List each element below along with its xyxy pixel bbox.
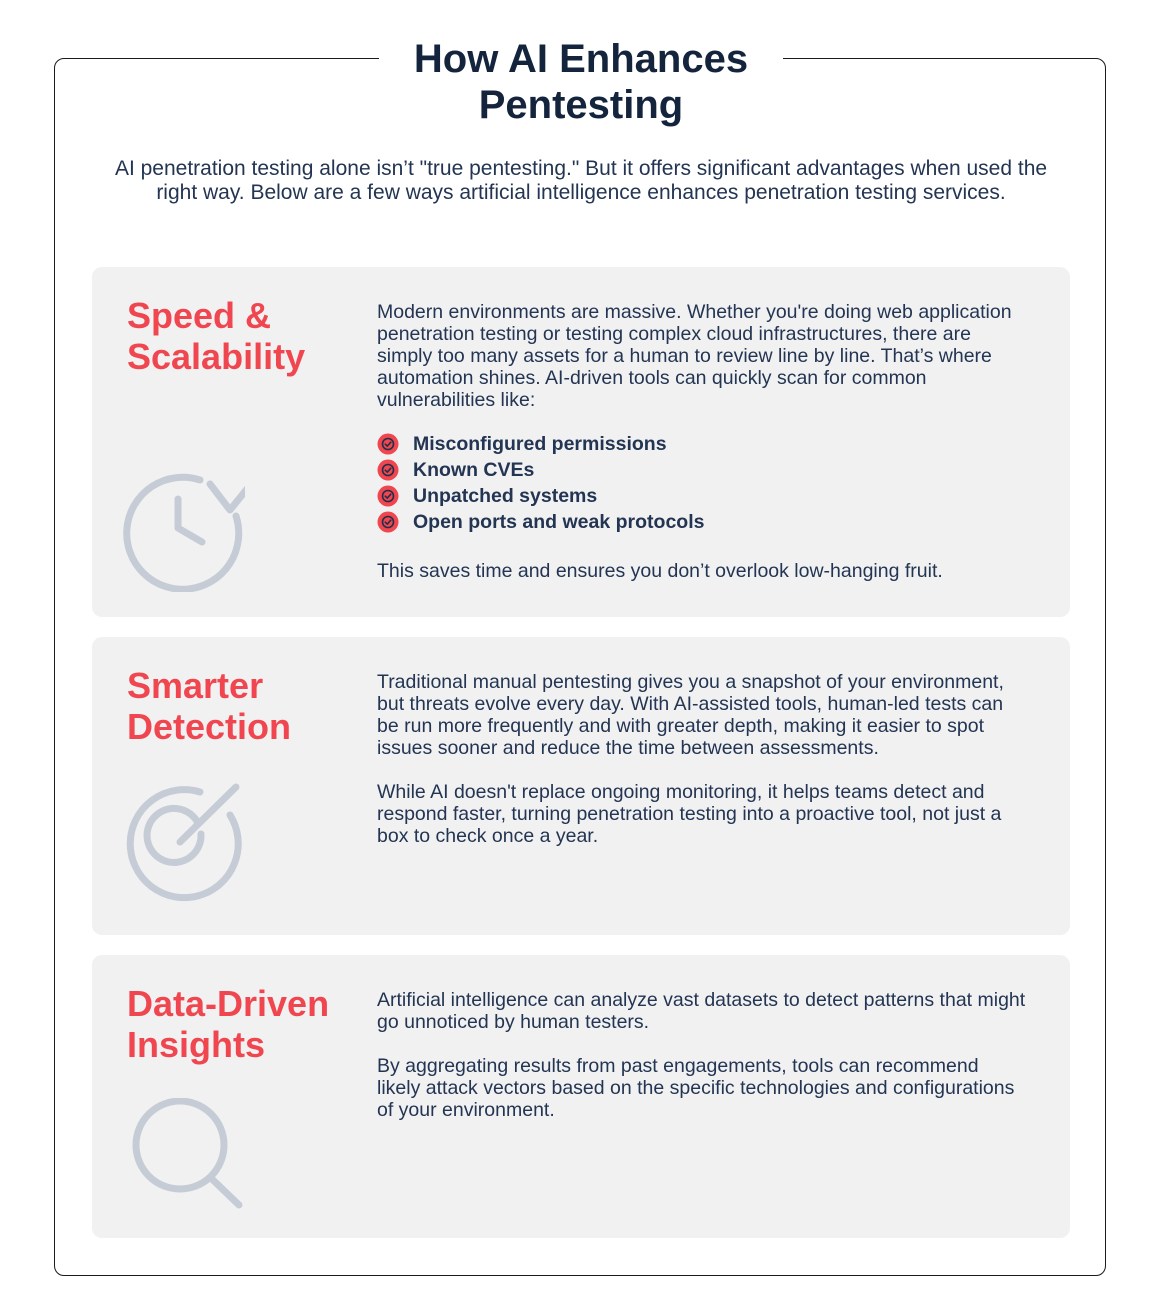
page-title: How AI Enhances Pentesting xyxy=(379,36,783,128)
vulnerability-checklist xyxy=(377,431,1027,535)
target-icon xyxy=(120,782,245,907)
checklist-item xyxy=(377,483,1027,509)
clock-refresh-icon xyxy=(120,467,245,592)
card-data-driven-insights xyxy=(92,955,1070,1238)
checklist-item-label: Open ports and weak protocols xyxy=(413,511,705,533)
checklist-item-label: Misconfigured permissions xyxy=(413,433,667,455)
intro-text: AI penetration testing alone isn’t "true pentesting." But it offers significant advantages when used the right way. Below are a few ways artificial intelligence enhances penetration testing services. xyxy=(114,157,1048,204)
checklist-item xyxy=(377,509,1027,535)
card-body xyxy=(377,301,1027,582)
check-badge-icon xyxy=(377,459,399,481)
card-heading: Smarter Detection xyxy=(127,665,292,747)
card-paragraph: Artificial intelligence can analyze vast datasets to detect patterns that might go unnoticed by human testers. xyxy=(377,989,1026,1033)
card-speed-scalability xyxy=(92,267,1070,617)
card-heading: Speed & Scalability xyxy=(127,295,306,377)
checklist-item xyxy=(377,457,1027,483)
card-paragraph: By aggregating results from past engagements, tools can recommend likely attack vectors based on the specific technologies and configurations of your environment. xyxy=(377,1055,1015,1121)
check-badge-icon xyxy=(377,485,399,507)
check-badge-icon xyxy=(377,511,399,533)
card-smarter-detection xyxy=(92,637,1070,935)
checklist-item-label: Unpatched systems xyxy=(413,485,598,507)
card-heading: Data-Driven Insights xyxy=(127,983,330,1065)
magnifier-icon xyxy=(130,1098,245,1213)
card-body xyxy=(377,989,1027,1121)
card-paragraph: This saves time and ensures you don’t overlook low-hanging fruit. xyxy=(377,560,943,582)
card-paragraph: Traditional manual pentesting gives you a snapshot of your environment, but threats evolve every day. With AI-assisted tools, human-led tests can be run more frequently and with greater depth, making it easier to spot issues sooner and reduce the time between assessments. xyxy=(377,671,1004,759)
checklist-item xyxy=(377,431,1027,457)
checklist-item-label: Known CVEs xyxy=(413,459,535,481)
check-badge-icon xyxy=(377,433,399,455)
card-body xyxy=(377,671,1027,847)
card-paragraph: While AI doesn't replace ongoing monitoring, it helps teams detect and respond faster, turning penetration testing into a proactive tool, not just a box to check once a year. xyxy=(377,781,1002,847)
card-paragraph: Modern environments are massive. Whether you're doing web application penetration testing or testing complex cloud infrastructures, there are simply too many assets for a human to review line by line. That’s where automation shines. AI-driven tools can quickly scan for common vulnerabilities like: xyxy=(377,301,1012,411)
